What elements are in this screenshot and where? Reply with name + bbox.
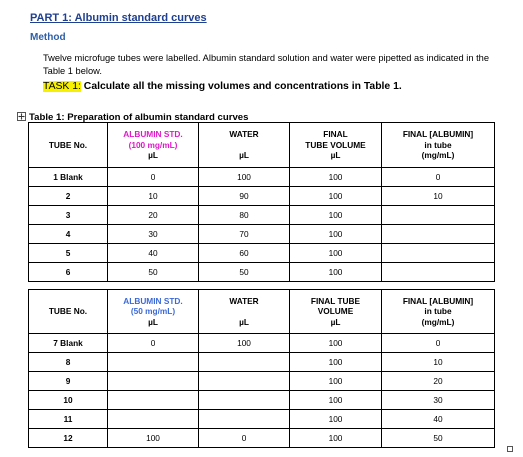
header-tube-no: TUBE No.: [29, 290, 108, 334]
tube-number-cell: 5: [29, 244, 108, 263]
tube-number-cell: 10: [29, 391, 108, 410]
albumin-volume-cell[interactable]: 0: [108, 168, 199, 187]
header-final-volume-line1: FINAL TUBE: [310, 295, 361, 306]
header-final-albumin-line2: in tube: [424, 139, 452, 150]
task-tag-highlight: TASK 1:: [43, 81, 81, 92]
water-volume-cell[interactable]: [199, 391, 290, 410]
table-row: [29, 206, 495, 225]
final-volume-cell[interactable]: 100: [290, 391, 382, 410]
tube-number-cell: 8: [29, 353, 108, 372]
albumin-concentration-cell[interactable]: 10: [382, 353, 495, 372]
water-volume-cell[interactable]: 70: [199, 225, 290, 244]
table-row: [29, 263, 495, 282]
intro-paragraph: Twelve microfuge tubes were labelled. Albumin standard solution and water were pipetted as indicated in the Table 1 below.: [43, 53, 489, 76]
header-water-unit: µL: [239, 150, 249, 161]
header-final-albumin-line1: FINAL [ALBUMIN]: [402, 295, 474, 306]
water-volume-cell[interactable]: 0: [199, 429, 290, 448]
header-final-albumin-unit: (mg/mL): [421, 150, 455, 161]
water-volume-cell[interactable]: 100: [199, 168, 290, 187]
albumin-concentration-cell[interactable]: 30: [382, 391, 495, 410]
albumin-concentration-cell[interactable]: [382, 244, 495, 263]
final-volume-cell[interactable]: 100: [290, 168, 382, 187]
header-albumin-unit: µL: [148, 316, 158, 327]
header-final-volume: [290, 290, 382, 334]
albumin-volume-cell[interactable]: [108, 353, 199, 372]
header-water-unit: µL: [239, 316, 249, 327]
header-albumin-std: [108, 290, 199, 334]
header-final-volume: [290, 123, 382, 168]
tube-number-cell: 11: [29, 410, 108, 429]
header-albumin-std-label: ALBUMIN STD.: [123, 129, 183, 140]
albumin-volume-cell[interactable]: 0: [108, 334, 199, 353]
albumin-concentration-cell[interactable]: 50: [382, 429, 495, 448]
tube-number-cell: 9: [29, 372, 108, 391]
water-volume-cell[interactable]: 100: [199, 334, 290, 353]
header-water-label: WATER: [229, 295, 259, 306]
header-water: [199, 123, 290, 168]
table-resize-handle[interactable]: [507, 446, 513, 452]
albumin-volume-cell[interactable]: 10: [108, 187, 199, 206]
header-albumin-std-concentration: (100 mg/mL): [128, 139, 178, 150]
section-title: PART 1: Albumin standard curves: [30, 12, 207, 24]
tube-number-cell: 6: [29, 263, 108, 282]
table-row: [29, 353, 495, 372]
final-volume-cell[interactable]: 100: [290, 429, 382, 448]
albumin-concentration-cell[interactable]: 0: [382, 334, 495, 353]
albumin-concentration-cell[interactable]: 40: [382, 410, 495, 429]
albumin-volume-cell[interactable]: [108, 372, 199, 391]
albumin-concentration-cell[interactable]: 0: [382, 168, 495, 187]
water-volume-cell[interactable]: 90: [199, 187, 290, 206]
final-volume-cell[interactable]: 100: [290, 410, 382, 429]
tube-number-cell: 7 Blank: [29, 334, 108, 353]
table-row: [29, 187, 495, 206]
header-final-volume-line1: FINAL: [323, 129, 348, 140]
final-volume-cell[interactable]: 100: [290, 244, 382, 263]
final-volume-cell[interactable]: 100: [290, 372, 382, 391]
header-final-albumin-line1: FINAL [ALBUMIN]: [402, 129, 474, 140]
table-row: [29, 168, 495, 187]
water-volume-cell[interactable]: [199, 410, 290, 429]
tube-number-cell: 12: [29, 429, 108, 448]
table-caption: Table 1: Preparation of albumin standard curves: [29, 112, 249, 123]
table-row: [29, 391, 495, 410]
table-move-handle-icon[interactable]: [17, 112, 26, 121]
header-final-albumin-line2: in tube: [424, 306, 452, 317]
tube-number-cell: 1 Blank: [29, 168, 108, 187]
albumin-volume-cell[interactable]: [108, 391, 199, 410]
header-final-volume-line2: VOLUME: [317, 306, 354, 317]
tube-number-cell: 4: [29, 225, 108, 244]
method-heading: Method: [30, 32, 66, 43]
header-albumin-unit: µL: [148, 150, 158, 161]
task-instruction: [43, 81, 402, 92]
standard-curve-table-2: [28, 289, 495, 448]
header-albumin-std-concentration: (50 mg/mL): [130, 306, 176, 317]
water-volume-cell[interactable]: 80: [199, 206, 290, 225]
albumin-concentration-cell[interactable]: [382, 225, 495, 244]
table-row: [29, 410, 495, 429]
header-final-volume-line2: TUBE VOLUME: [305, 139, 366, 150]
header-water-label: WATER: [229, 129, 259, 140]
table-row: [29, 225, 495, 244]
water-volume-cell[interactable]: 60: [199, 244, 290, 263]
albumin-concentration-cell[interactable]: [382, 206, 495, 225]
header-albumin-std-label: ALBUMIN STD.: [123, 295, 183, 306]
tube-number-cell: 2: [29, 187, 108, 206]
albumin-volume-cell[interactable]: [108, 410, 199, 429]
header-final-volume-unit: µL: [330, 316, 341, 327]
albumin-concentration-cell[interactable]: [382, 263, 495, 282]
header-final-albumin-unit: (mg/mL): [421, 316, 455, 327]
albumin-concentration-cell[interactable]: 20: [382, 372, 495, 391]
water-volume-cell[interactable]: [199, 372, 290, 391]
standard-curve-table-1: [28, 122, 495, 282]
tube-number-cell: 3: [29, 206, 108, 225]
header-water: [199, 290, 290, 334]
final-volume-cell[interactable]: 100: [290, 263, 382, 282]
header-tube-no: TUBE No.: [29, 123, 108, 168]
albumin-volume-cell[interactable]: 100: [108, 429, 199, 448]
albumin-volume-cell[interactable]: 50: [108, 263, 199, 282]
final-volume-cell[interactable]: 100: [290, 353, 382, 372]
water-volume-cell[interactable]: [199, 353, 290, 372]
table-row: [29, 429, 495, 448]
table-row: [29, 334, 495, 353]
header-final-albumin: [382, 123, 495, 168]
final-volume-cell[interactable]: 100: [290, 187, 382, 206]
water-volume-cell[interactable]: 50: [199, 263, 290, 282]
albumin-volume-cell[interactable]: 40: [108, 244, 199, 263]
table-row: [29, 372, 495, 391]
header-final-albumin: [382, 290, 495, 334]
albumin-volume-cell[interactable]: 20: [108, 206, 199, 225]
albumin-concentration-cell[interactable]: 10: [382, 187, 495, 206]
task-text: Calculate all the missing volumes and concentrations in Table 1.: [80, 81, 402, 92]
header-albumin-std: [108, 123, 199, 168]
final-volume-cell[interactable]: 100: [290, 206, 382, 225]
final-volume-cell[interactable]: 100: [290, 225, 382, 244]
table-row: [29, 244, 495, 263]
albumin-volume-cell[interactable]: 30: [108, 225, 199, 244]
final-volume-cell[interactable]: 100: [290, 334, 382, 353]
header-final-volume-unit: µL: [330, 150, 341, 161]
